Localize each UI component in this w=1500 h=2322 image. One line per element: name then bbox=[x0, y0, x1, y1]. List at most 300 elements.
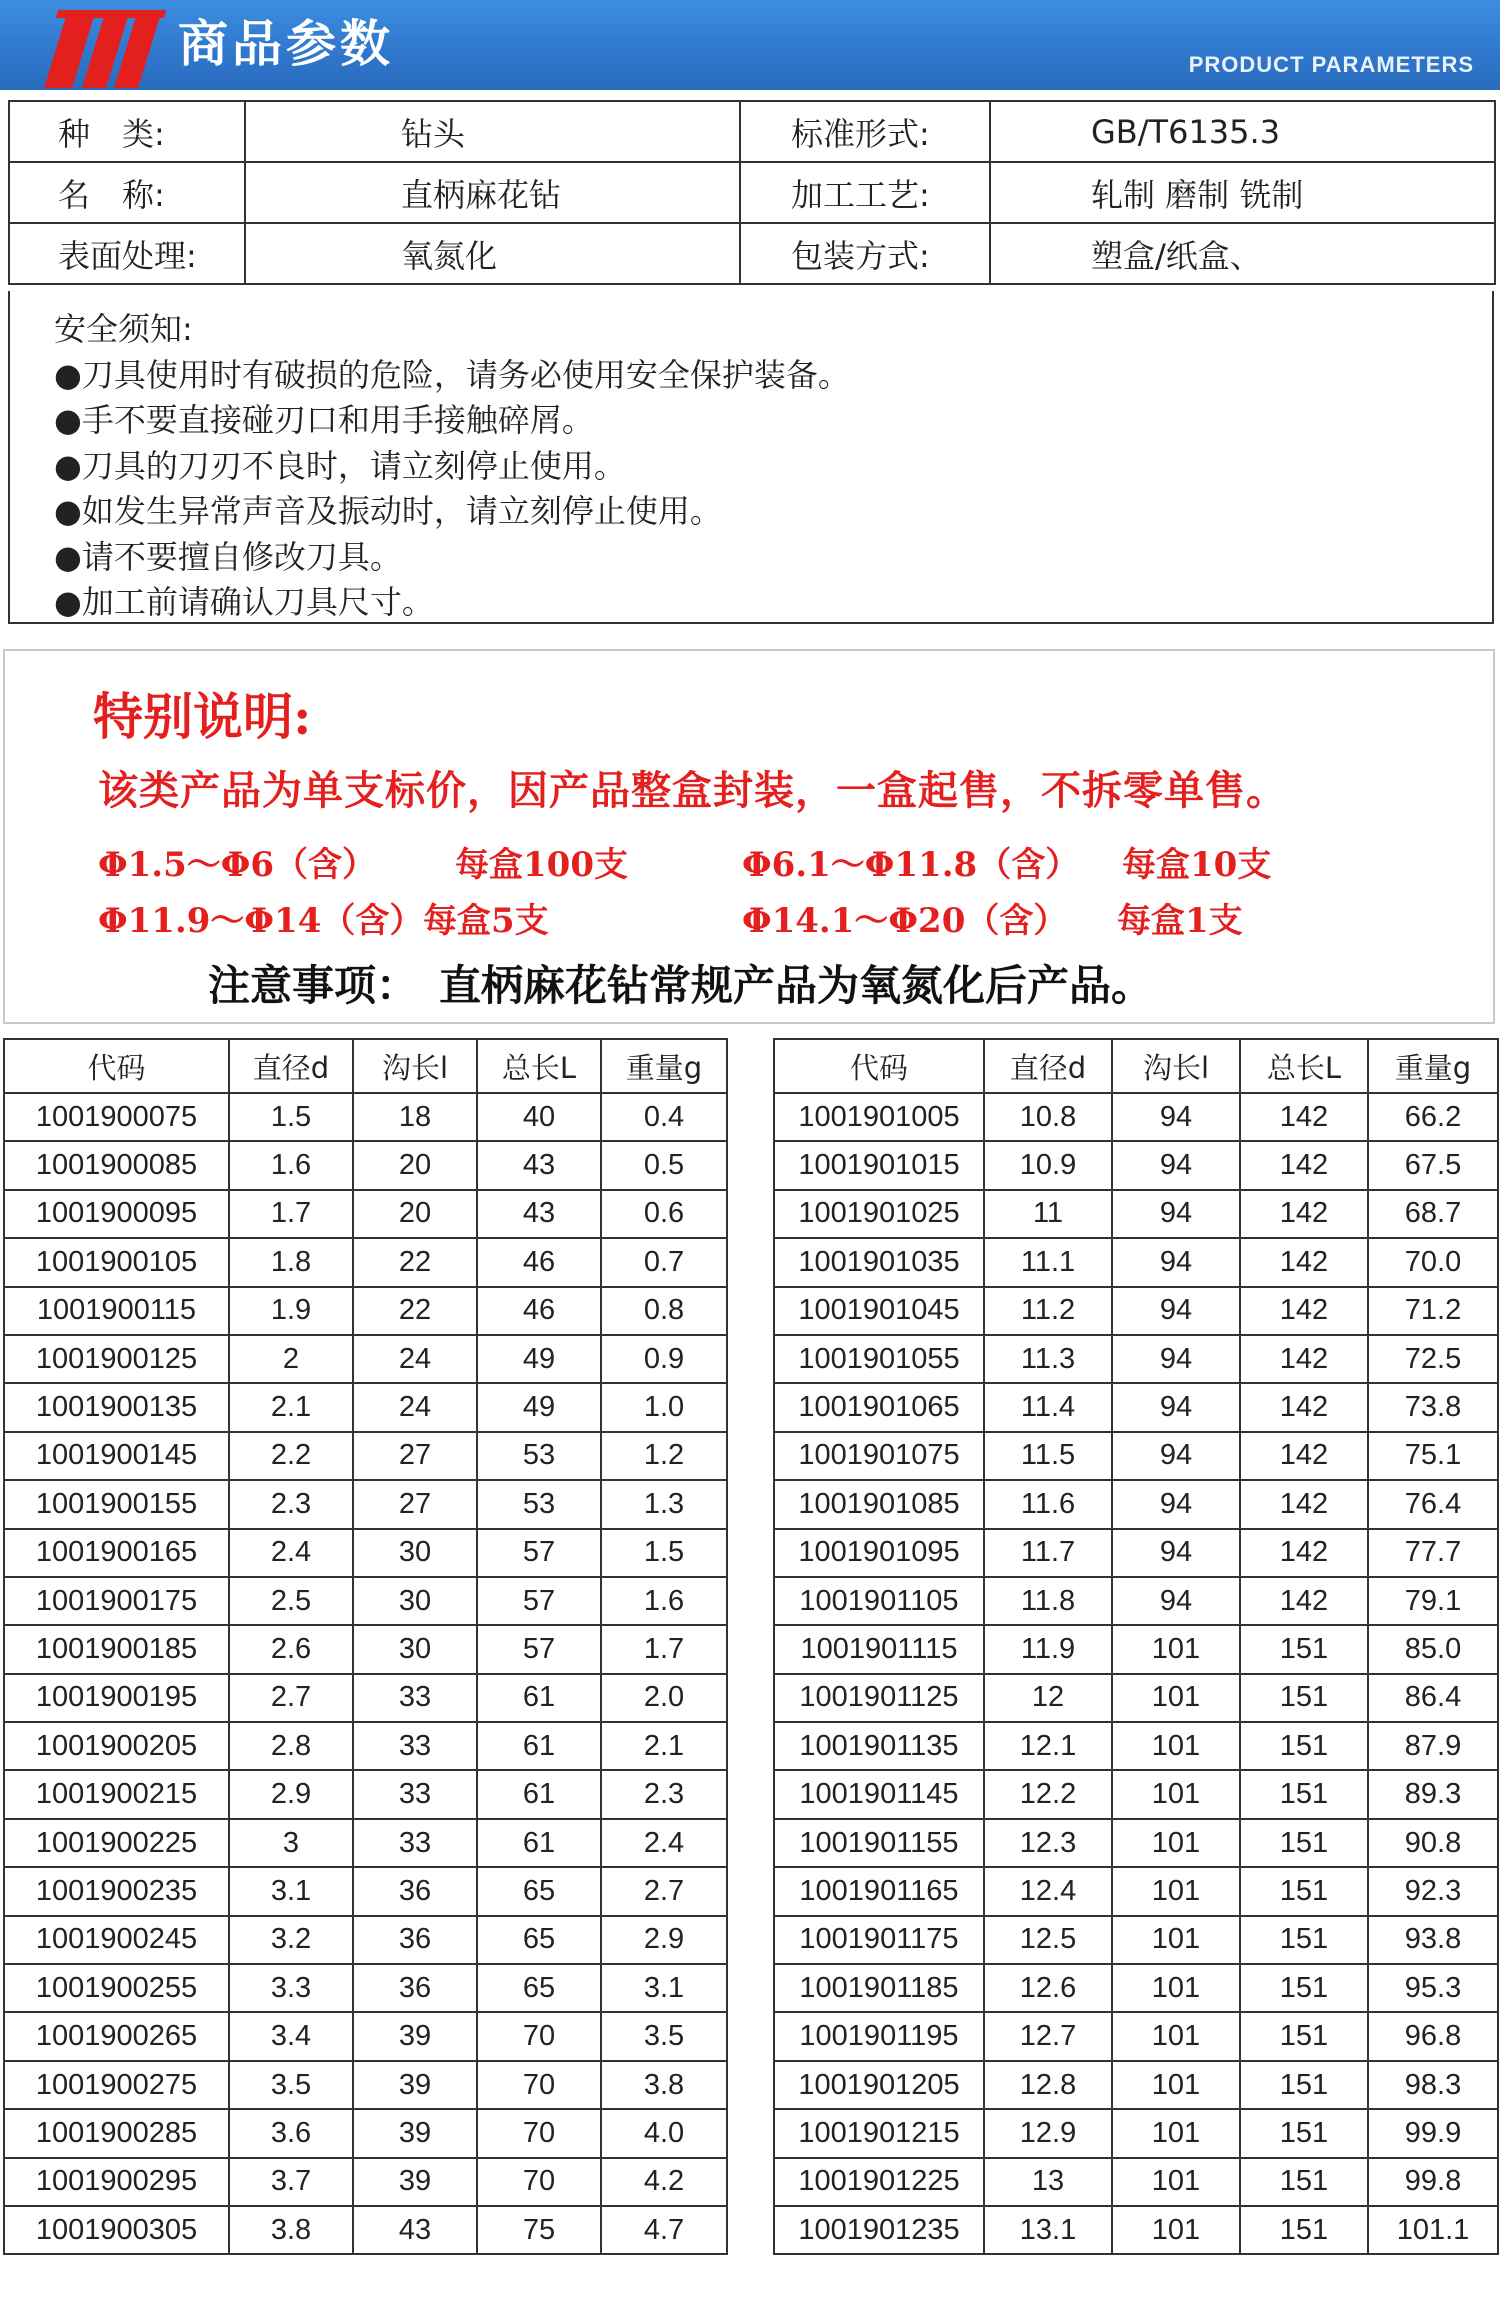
table-cell: 4.0 bbox=[601, 2109, 727, 2157]
column-header: 总长L bbox=[1240, 1039, 1368, 1093]
table-cell: 30 bbox=[353, 1577, 477, 1625]
table-row bbox=[4, 1335, 727, 1383]
table-cell: 101 bbox=[1112, 2109, 1240, 2157]
table-cell: 75 bbox=[477, 2206, 601, 2254]
table-row bbox=[774, 1287, 1498, 1335]
table-cell: 13.1 bbox=[984, 2206, 1112, 2254]
table-cell: 57 bbox=[477, 1625, 601, 1673]
table-cell: 1001901105 bbox=[774, 1577, 984, 1625]
table-cell: 3.8 bbox=[601, 2061, 727, 2109]
table-cell: 94 bbox=[1112, 1093, 1240, 1141]
table-row bbox=[4, 2012, 727, 2060]
table-cell: 67.5 bbox=[1368, 1141, 1498, 1189]
param-value: 塑盒/纸盒、 bbox=[990, 223, 1495, 284]
table-cell: 61 bbox=[477, 1770, 601, 1818]
column-header: 重量g bbox=[601, 1039, 727, 1093]
table-cell: 85.0 bbox=[1368, 1625, 1498, 1673]
table-row bbox=[4, 1190, 727, 1238]
table-cell: 0.8 bbox=[601, 1287, 727, 1335]
table-cell: 39 bbox=[353, 2109, 477, 2157]
table-cell: 151 bbox=[1240, 2158, 1368, 2206]
table-cell: 94 bbox=[1112, 1141, 1240, 1189]
table-cell: 1.2 bbox=[601, 1432, 727, 1480]
table-cell: 101 bbox=[1112, 2158, 1240, 2206]
table-cell: 2 bbox=[229, 1335, 353, 1383]
table-cell: 101 bbox=[1112, 1625, 1240, 1673]
table-cell: 2.1 bbox=[229, 1383, 353, 1431]
table-cell: 72.5 bbox=[1368, 1335, 1498, 1383]
table-cell: 79.1 bbox=[1368, 1577, 1498, 1625]
table-cell: 1001900115 bbox=[4, 1287, 229, 1335]
table-row bbox=[4, 1480, 727, 1528]
table-row bbox=[4, 2061, 727, 2109]
table-cell: 49 bbox=[477, 1383, 601, 1431]
table-cell: 11.4 bbox=[984, 1383, 1112, 1431]
table-cell: 1001901015 bbox=[774, 1141, 984, 1189]
table-cell: 39 bbox=[353, 2012, 477, 2060]
table-row bbox=[4, 1432, 727, 1480]
table-cell: 101 bbox=[1112, 1770, 1240, 1818]
table-cell: 77.7 bbox=[1368, 1529, 1498, 1577]
param-label: 表面处理: bbox=[9, 223, 245, 284]
table-cell: 1001901005 bbox=[774, 1093, 984, 1141]
table-cell: 33 bbox=[353, 1819, 477, 1867]
table-cell: 3.8 bbox=[229, 2206, 353, 2254]
table-cell: 94 bbox=[1112, 1287, 1240, 1335]
table-row bbox=[4, 2109, 727, 2157]
table-cell: 94 bbox=[1112, 1480, 1240, 1528]
table-cell: 24 bbox=[353, 1335, 477, 1383]
table-cell: 151 bbox=[1240, 1867, 1368, 1915]
param-value: 钻头 bbox=[245, 101, 740, 162]
param-value: 氧氮化 bbox=[245, 223, 740, 284]
safety-item: ●请不要擅自修改刀具。 bbox=[54, 537, 402, 576]
table-cell: 39 bbox=[353, 2061, 477, 2109]
table-cell: 1001901215 bbox=[774, 2109, 984, 2157]
table-cell: 1001900085 bbox=[4, 1141, 229, 1189]
table-cell: 151 bbox=[1240, 2012, 1368, 2060]
table-cell: 12.3 bbox=[984, 1819, 1112, 1867]
table-cell: 86.4 bbox=[1368, 1674, 1498, 1722]
table-row bbox=[774, 1190, 1498, 1238]
table-cell: 1001900235 bbox=[4, 1867, 229, 1915]
table-cell: 33 bbox=[353, 1674, 477, 1722]
pack-range: Φ11.9～Φ14（含） bbox=[98, 901, 424, 941]
table-cell: 1001900275 bbox=[4, 2061, 229, 2109]
table-cell: 12 bbox=[984, 1674, 1112, 1722]
table-cell: 96.8 bbox=[1368, 2012, 1498, 2060]
table-cell: 1001901095 bbox=[774, 1529, 984, 1577]
table-cell: 11.9 bbox=[984, 1625, 1112, 1673]
table-cell: 2.1 bbox=[601, 1722, 727, 1770]
table-cell: 0.6 bbox=[601, 1190, 727, 1238]
table-cell: 39 bbox=[353, 2158, 477, 2206]
table-cell: 33 bbox=[353, 1722, 477, 1770]
table-cell: 1001900185 bbox=[4, 1625, 229, 1673]
table-cell: 1001900165 bbox=[4, 1529, 229, 1577]
table-cell: 61 bbox=[477, 1722, 601, 1770]
table-cell: 101 bbox=[1112, 1916, 1240, 1964]
table-cell: 1001900305 bbox=[4, 2206, 229, 2254]
table-cell: 2.3 bbox=[229, 1480, 353, 1528]
table-row bbox=[774, 1093, 1498, 1141]
table-row bbox=[774, 1770, 1498, 1818]
table-cell: 151 bbox=[1240, 1819, 1368, 1867]
table-cell: 2.0 bbox=[601, 1674, 727, 1722]
table-cell: 142 bbox=[1240, 1287, 1368, 1335]
table-cell: 1001900195 bbox=[4, 1674, 229, 1722]
table-cell: 142 bbox=[1240, 1529, 1368, 1577]
column-header: 沟长l bbox=[1112, 1039, 1240, 1093]
table-row bbox=[4, 1916, 727, 1964]
table-cell: 46 bbox=[477, 1238, 601, 1286]
table-cell: 22 bbox=[353, 1238, 477, 1286]
param-value: 轧制 磨制 铣制 bbox=[990, 162, 1495, 223]
table-cell: 11.6 bbox=[984, 1480, 1112, 1528]
column-header: 沟长l bbox=[353, 1039, 477, 1093]
table-cell: 57 bbox=[477, 1529, 601, 1577]
table-cell: 75.1 bbox=[1368, 1432, 1498, 1480]
table-cell: 68.7 bbox=[1368, 1190, 1498, 1238]
column-header: 直径d bbox=[984, 1039, 1112, 1093]
table-cell: 94 bbox=[1112, 1190, 1240, 1238]
table-cell: 11.2 bbox=[984, 1287, 1112, 1335]
table-cell: 151 bbox=[1240, 2206, 1368, 2254]
table-row bbox=[4, 1867, 727, 1915]
banner-title: 商品参数 bbox=[178, 15, 394, 73]
table-cell: 1001900225 bbox=[4, 1819, 229, 1867]
header-banner bbox=[0, 0, 1500, 90]
table-cell: 12.8 bbox=[984, 2061, 1112, 2109]
table-row bbox=[774, 1674, 1498, 1722]
table-row bbox=[4, 2206, 727, 2254]
safety-title: 安全须知: bbox=[54, 310, 193, 348]
table-cell: 151 bbox=[1240, 1625, 1368, 1673]
special-title: 特别说明: bbox=[93, 687, 312, 746]
table-cell: 1001901025 bbox=[774, 1190, 984, 1238]
table-cell: 151 bbox=[1240, 2109, 1368, 2157]
table-cell: 3.3 bbox=[229, 1964, 353, 2012]
table-row bbox=[774, 2109, 1498, 2157]
table-cell: 3.6 bbox=[229, 2109, 353, 2157]
param-value: 直柄麻花钻 bbox=[245, 162, 740, 223]
table-cell: 0.4 bbox=[601, 1093, 727, 1141]
table-row bbox=[774, 1916, 1498, 1964]
table-cell: 11 bbox=[984, 1190, 1112, 1238]
spec-table-right bbox=[773, 1038, 1499, 2255]
table-cell: 3.2 bbox=[229, 1916, 353, 1964]
table-cell: 1001901035 bbox=[774, 1238, 984, 1286]
table-cell: 1.5 bbox=[601, 1529, 727, 1577]
parameter-row bbox=[9, 101, 1495, 162]
table-cell: 142 bbox=[1240, 1335, 1368, 1383]
pack-range: Φ6.1～Φ11.8（含） bbox=[742, 845, 1080, 885]
table-cell: 142 bbox=[1240, 1238, 1368, 1286]
table-cell: 57 bbox=[477, 1577, 601, 1625]
table-cell: 11.7 bbox=[984, 1529, 1112, 1577]
table-row bbox=[774, 2012, 1498, 2060]
table-cell: 94 bbox=[1112, 1529, 1240, 1577]
table-cell: 12.9 bbox=[984, 2109, 1112, 2157]
special-attention-note: 注意事项： 直柄麻花钻常规产品为氧氮化后产品。 bbox=[208, 961, 1154, 1010]
table-row bbox=[774, 1238, 1498, 1286]
table-cell: 1001901045 bbox=[774, 1287, 984, 1335]
table-row bbox=[774, 2061, 1498, 2109]
table-cell: 1001900105 bbox=[4, 1238, 229, 1286]
table-cell: 30 bbox=[353, 1625, 477, 1673]
pack-range: Φ1.5～Φ6（含） bbox=[98, 845, 377, 885]
table-cell: 4.2 bbox=[601, 2158, 727, 2206]
table-cell: 2.7 bbox=[229, 1674, 353, 1722]
table-cell: 99.9 bbox=[1368, 2109, 1498, 2157]
table-cell: 1001900095 bbox=[4, 1190, 229, 1238]
table-cell: 1001901085 bbox=[774, 1480, 984, 1528]
parameter-row bbox=[9, 162, 1495, 223]
param-label: 名 称: bbox=[9, 162, 245, 223]
table-cell: 3 bbox=[229, 1819, 353, 1867]
table-cell: 11.1 bbox=[984, 1238, 1112, 1286]
table-cell: 2.7 bbox=[601, 1867, 727, 1915]
table-cell: 43 bbox=[353, 2206, 477, 2254]
table-row bbox=[4, 1238, 727, 1286]
table-cell: 43 bbox=[477, 1141, 601, 1189]
table-cell: 40 bbox=[477, 1093, 601, 1141]
table-cell: 101 bbox=[1112, 1867, 1240, 1915]
table-cell: 76.4 bbox=[1368, 1480, 1498, 1528]
table-cell: 99.8 bbox=[1368, 2158, 1498, 2206]
table-cell: 2.9 bbox=[229, 1770, 353, 1818]
table-cell: 94 bbox=[1112, 1383, 1240, 1431]
table-cell: 0.5 bbox=[601, 1141, 727, 1189]
table-cell: 87.9 bbox=[1368, 1722, 1498, 1770]
table-row bbox=[774, 1432, 1498, 1480]
table-cell: 27 bbox=[353, 1480, 477, 1528]
table-row bbox=[4, 2158, 727, 2206]
table-cell: 93.8 bbox=[1368, 1916, 1498, 1964]
table-cell: 2.5 bbox=[229, 1577, 353, 1625]
safety-item: ●如发生异常声音及振动时，请立刻停止使用。 bbox=[54, 492, 722, 530]
table-cell: 3.5 bbox=[601, 2012, 727, 2060]
table-cell: 2.2 bbox=[229, 1432, 353, 1480]
table-cell: 12.5 bbox=[984, 1916, 1112, 1964]
table-cell: 27 bbox=[353, 1432, 477, 1480]
safety-item: ●刀具使用时有破损的危险，请务必使用安全保护装备。 bbox=[54, 355, 850, 394]
table-cell: 151 bbox=[1240, 1770, 1368, 1818]
table-cell: 1001900245 bbox=[4, 1916, 229, 1964]
table-row bbox=[774, 2158, 1498, 2206]
table-cell: 53 bbox=[477, 1432, 601, 1480]
table-row bbox=[4, 1383, 727, 1431]
table-cell: 11.3 bbox=[984, 1335, 1112, 1383]
table-cell: 61 bbox=[477, 1674, 601, 1722]
table-cell: 1001900255 bbox=[4, 1964, 229, 2012]
table-cell: 1.6 bbox=[229, 1141, 353, 1189]
table-cell: 36 bbox=[353, 1916, 477, 1964]
table-row bbox=[774, 1722, 1498, 1770]
table-cell: 1.7 bbox=[229, 1190, 353, 1238]
table-cell: 11.8 bbox=[984, 1577, 1112, 1625]
table-cell: 1.5 bbox=[229, 1093, 353, 1141]
table-cell: 3.7 bbox=[229, 2158, 353, 2206]
parameter-table bbox=[8, 100, 1496, 285]
param-label: 标准形式: bbox=[740, 101, 990, 162]
table-cell: 2.9 bbox=[601, 1916, 727, 1964]
table-cell: 70 bbox=[477, 2012, 601, 2060]
table-cell: 151 bbox=[1240, 1674, 1368, 1722]
table-cell: 1001900075 bbox=[4, 1093, 229, 1141]
table-cell: 1.6 bbox=[601, 1577, 727, 1625]
table-cell: 142 bbox=[1240, 1190, 1368, 1238]
table-cell: 71.2 bbox=[1368, 1287, 1498, 1335]
table-cell: 18 bbox=[353, 1093, 477, 1141]
table-cell: 46 bbox=[477, 1287, 601, 1335]
table-row bbox=[774, 1964, 1498, 2012]
table-cell: 1001900145 bbox=[4, 1432, 229, 1480]
table-cell: 65 bbox=[477, 1867, 601, 1915]
table-cell: 151 bbox=[1240, 2061, 1368, 2109]
table-cell: 1.9 bbox=[229, 1287, 353, 1335]
table-cell: 22 bbox=[353, 1287, 477, 1335]
table-cell: 73.8 bbox=[1368, 1383, 1498, 1431]
table-cell: 1001900155 bbox=[4, 1480, 229, 1528]
table-row bbox=[774, 1529, 1498, 1577]
table-cell: 1001900285 bbox=[4, 2109, 229, 2157]
table-cell: 12.1 bbox=[984, 1722, 1112, 1770]
table-cell: 101 bbox=[1112, 2061, 1240, 2109]
table-row bbox=[774, 1141, 1498, 1189]
table-cell: 1001901075 bbox=[774, 1432, 984, 1480]
param-label: 种 类: bbox=[9, 101, 245, 162]
table-cell: 142 bbox=[1240, 1093, 1368, 1141]
table-cell: 70 bbox=[477, 2109, 601, 2157]
param-label: 加工工艺: bbox=[740, 162, 990, 223]
table-cell: 94 bbox=[1112, 1335, 1240, 1383]
table-row bbox=[774, 1383, 1498, 1431]
table-cell: 3.1 bbox=[229, 1867, 353, 1915]
table-cell: 24 bbox=[353, 1383, 477, 1431]
safety-notes bbox=[8, 291, 1494, 624]
table-cell: 1.7 bbox=[601, 1625, 727, 1673]
safety-item: ●手不要直接碰刃口和用手接触碎屑。 bbox=[54, 401, 594, 439]
table-cell: 89.3 bbox=[1368, 1770, 1498, 1818]
table-cell: 1001901155 bbox=[774, 1819, 984, 1867]
column-header: 总长L bbox=[477, 1039, 601, 1093]
table-cell: 20 bbox=[353, 1141, 477, 1189]
table-cell: 33 bbox=[353, 1770, 477, 1818]
table-cell: 142 bbox=[1240, 1432, 1368, 1480]
table-cell: 53 bbox=[477, 1480, 601, 1528]
table-cell: 1001901175 bbox=[774, 1916, 984, 1964]
table-cell: 151 bbox=[1240, 1964, 1368, 2012]
table-cell: 142 bbox=[1240, 1141, 1368, 1189]
table-cell: 142 bbox=[1240, 1480, 1368, 1528]
table-cell: 101.1 bbox=[1368, 2206, 1498, 2254]
table-cell: 65 bbox=[477, 1964, 601, 2012]
table-cell: 101 bbox=[1112, 1674, 1240, 1722]
special-lead: 该类产品为单支标价，因产品整盒封装，一盒起售，不拆零单售。 bbox=[98, 767, 1287, 814]
table-row bbox=[774, 2206, 1498, 2254]
table-row bbox=[774, 1625, 1498, 1673]
column-header: 直径d bbox=[229, 1039, 353, 1093]
table-cell: 92.3 bbox=[1368, 1867, 1498, 1915]
table-cell: 10.8 bbox=[984, 1093, 1112, 1141]
table-cell: 2.6 bbox=[229, 1625, 353, 1673]
table-cell: 101 bbox=[1112, 1964, 1240, 2012]
table-cell: 12.7 bbox=[984, 2012, 1112, 2060]
table-cell: 1001901145 bbox=[774, 1770, 984, 1818]
table-cell: 30 bbox=[353, 1529, 477, 1577]
table-cell: 1001900205 bbox=[4, 1722, 229, 1770]
table-cell: 2.8 bbox=[229, 1722, 353, 1770]
table-cell: 1001901185 bbox=[774, 1964, 984, 2012]
table-cell: 1001901065 bbox=[774, 1383, 984, 1431]
table-cell: 1.3 bbox=[601, 1480, 727, 1528]
table-cell: 95.3 bbox=[1368, 1964, 1498, 2012]
table-cell: 142 bbox=[1240, 1577, 1368, 1625]
table-cell: 98.3 bbox=[1368, 2061, 1498, 2109]
table-cell: 10.9 bbox=[984, 1141, 1112, 1189]
table-cell: 1001901225 bbox=[774, 2158, 984, 2206]
table-cell: 1001901235 bbox=[774, 2206, 984, 2254]
table-cell: 43 bbox=[477, 1190, 601, 1238]
table-cell: 142 bbox=[1240, 1383, 1368, 1431]
table-cell: 12.2 bbox=[984, 1770, 1112, 1818]
table-cell: 1001900175 bbox=[4, 1577, 229, 1625]
table-cell: 1001901125 bbox=[774, 1674, 984, 1722]
table-cell: 151 bbox=[1240, 1722, 1368, 1770]
brand-logo-icon bbox=[38, 0, 168, 90]
table-row bbox=[774, 1480, 1498, 1528]
table-cell: 101 bbox=[1112, 1819, 1240, 1867]
table-cell: 1001901055 bbox=[774, 1335, 984, 1383]
table-cell: 2.3 bbox=[601, 1770, 727, 1818]
table-row bbox=[4, 1529, 727, 1577]
table-row bbox=[4, 1964, 727, 2012]
table-cell: 11.5 bbox=[984, 1432, 1112, 1480]
table-row bbox=[774, 1577, 1498, 1625]
table-row bbox=[4, 1819, 727, 1867]
table-cell: 2.4 bbox=[229, 1529, 353, 1577]
table-row bbox=[4, 1770, 727, 1818]
table-cell: 0.9 bbox=[601, 1335, 727, 1383]
table-row bbox=[4, 1722, 727, 1770]
table-cell: 70.0 bbox=[1368, 1238, 1498, 1286]
spec-table-left bbox=[3, 1038, 728, 2255]
pack-qty: 每盒100支 bbox=[455, 845, 628, 885]
table-cell: 13 bbox=[984, 2158, 1112, 2206]
safety-item: ●加工前请确认刀具尺寸。 bbox=[54, 583, 434, 621]
pack-qty: 每盒5支 bbox=[423, 901, 549, 941]
table-cell: 1.0 bbox=[601, 1383, 727, 1431]
parameter-row bbox=[9, 223, 1495, 284]
table-cell: 1001901195 bbox=[774, 2012, 984, 2060]
column-header: 代码 bbox=[4, 1039, 229, 1093]
table-cell: 1001901115 bbox=[774, 1625, 984, 1673]
table-cell: 101 bbox=[1112, 1722, 1240, 1770]
table-row bbox=[4, 1577, 727, 1625]
table-cell: 20 bbox=[353, 1190, 477, 1238]
table-cell: 151 bbox=[1240, 1916, 1368, 1964]
pack-qty: 每盒10支 bbox=[1122, 845, 1272, 885]
safety-item: ●刀具的刀刃不良时，请立刻停止使用。 bbox=[54, 446, 626, 485]
table-row bbox=[4, 1674, 727, 1722]
table-cell: 90.8 bbox=[1368, 1819, 1498, 1867]
table-row bbox=[4, 1141, 727, 1189]
table-cell: 94 bbox=[1112, 1432, 1240, 1480]
table-row bbox=[774, 1819, 1498, 1867]
table-cell: 2.4 bbox=[601, 1819, 727, 1867]
table-row bbox=[4, 1287, 727, 1335]
